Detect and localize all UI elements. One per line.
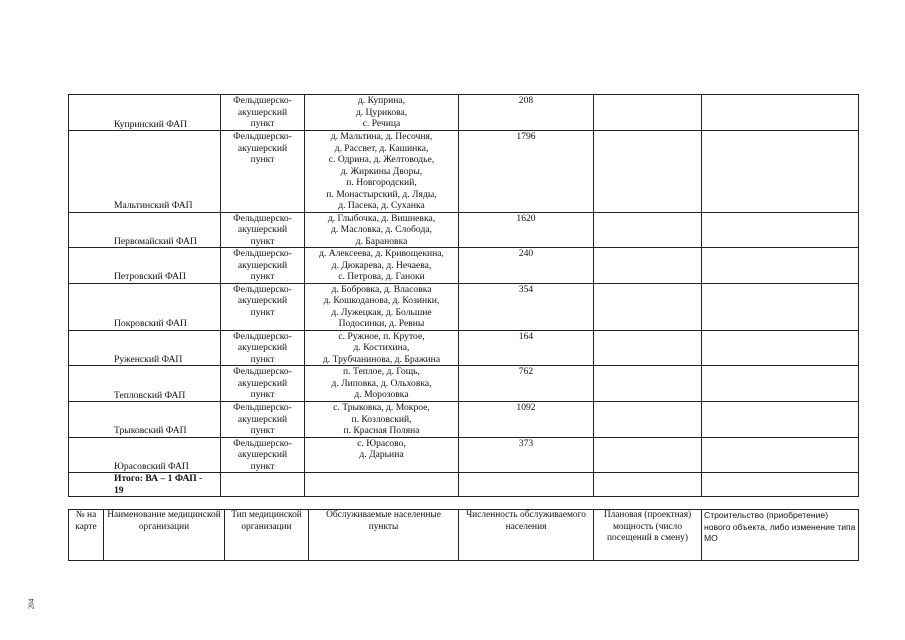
settlements-cell — [305, 131, 459, 213]
settlement-line: д. Глыбочка, д. Вишневка, — [327, 212, 436, 224]
settlement-line: с. Петрова, д. Ганоки — [338, 271, 425, 282]
fap-table — [68, 94, 859, 497]
org-type-cell — [221, 437, 305, 473]
org-type-line: акушерский — [237, 259, 288, 271]
settlement-line: с. Юрасово, — [357, 437, 406, 449]
org-type-line: пункт — [250, 235, 275, 247]
settlement-line: п. Красная Поляна — [343, 425, 420, 436]
capacity-cell — [594, 212, 702, 248]
total-empty-cell — [459, 473, 594, 497]
org-type-line: пункт — [250, 118, 275, 129]
org-name-cell: Первомайский ФАП — [69, 212, 221, 248]
header-construction: Строительство (приобретение) нового объекта, либо изменение типа МО — [702, 510, 859, 561]
settlement-line: с. Трыковка, д. Мокрое, — [333, 402, 430, 413]
org-name-cell: Мальтинский ФАП — [69, 131, 221, 213]
org-type-line: пункт — [250, 425, 275, 436]
settlement-line: д. Морозовка — [354, 389, 409, 400]
construction-cell — [702, 248, 859, 284]
org-name-cell: Купринский ФАП — [69, 95, 221, 131]
settlements-cell — [305, 95, 459, 131]
org-type-line: Фельдшерско- — [233, 212, 292, 224]
construction-cell — [702, 366, 859, 402]
table-row — [69, 212, 859, 248]
capacity-cell — [594, 402, 702, 438]
header-map-number: № на карте — [69, 510, 104, 561]
org-type-line: Фельдшерско- — [233, 330, 292, 342]
settlement-line: д. Лужецкая, д. Большие — [331, 306, 432, 318]
header-org-type: Тип медицинской организации — [225, 510, 309, 561]
table-row — [69, 366, 859, 402]
settlements-cell — [305, 212, 459, 248]
org-type-line: пункт — [250, 154, 275, 165]
org-type-line: пункт — [250, 271, 275, 282]
settlement-line: д. Куприна, — [357, 95, 405, 106]
settlements-cell — [305, 437, 459, 473]
org-type-line: акушерский — [237, 224, 288, 235]
org-name-cell: Руженский ФАП — [69, 330, 221, 366]
org-type-line: акушерский — [237, 377, 288, 389]
population-cell: 1092 — [459, 402, 594, 438]
org-type-line: Фельдшерско- — [233, 95, 292, 106]
capacity-cell — [594, 330, 702, 366]
construction-cell — [702, 437, 859, 473]
page-number: 204 — [27, 598, 36, 610]
header-capacity: Плановая (проектная) мощность (число посещений в смену) — [594, 510, 702, 561]
construction-cell — [702, 131, 859, 213]
capacity-cell — [594, 366, 702, 402]
total-cell — [69, 473, 221, 497]
org-type-line: акушерский — [237, 295, 288, 306]
org-type-cell — [221, 212, 305, 248]
settlement-line: п. Козловский, — [351, 413, 412, 425]
fap-table-body — [69, 95, 859, 497]
total-empty-cell — [305, 473, 459, 497]
total-row — [69, 473, 859, 497]
total-empty-cell — [594, 473, 702, 497]
settlement-line: д. Масловка, д. Слобода, — [330, 224, 432, 235]
org-type-cell — [221, 131, 305, 213]
header-row — [69, 510, 859, 561]
org-type-cell — [221, 95, 305, 131]
capacity-cell — [594, 437, 702, 473]
org-name-cell: Петровский ФАП — [69, 248, 221, 284]
settlement-line: д. Рассвет, д. Кашинка, — [334, 142, 429, 154]
total-label: Итого: ВА – 1 ФАП - — [114, 473, 203, 484]
org-type-line: Фельдшерско- — [233, 283, 292, 295]
settlement-line: д. Дюкарева, д. Нечаева, — [331, 259, 432, 271]
settlement-line: д. Липовка, д. Ольховка, — [331, 377, 432, 389]
table-row — [69, 131, 859, 213]
org-name-cell: Покровский ФАП — [69, 283, 221, 330]
population-cell: 373 — [459, 437, 594, 473]
settlement-line: д. Цурикова, — [355, 106, 408, 118]
settlements-cell — [305, 283, 459, 330]
settlement-line: п. Новгородский, — [346, 177, 417, 188]
table-row — [69, 437, 859, 473]
org-name-cell: Трыковский ФАП — [69, 402, 221, 438]
org-type-cell — [221, 402, 305, 438]
header-population: Численность обслуживаемого населения — [459, 510, 594, 561]
org-type-line: акушерский — [237, 342, 288, 353]
org-type-line: Фельдшерско- — [233, 437, 292, 449]
settlements-cell — [305, 330, 459, 366]
settlement-line: с. Одрина, д. Желтоводье, — [328, 154, 435, 165]
total-empty-cell — [221, 473, 305, 497]
capacity-cell — [594, 131, 702, 213]
population-cell: 762 — [459, 366, 594, 402]
table-row — [69, 330, 859, 366]
settlement-line: с. Ружное, п. Крутое, — [338, 330, 425, 342]
construction-cell — [702, 212, 859, 248]
org-type-line: Фельдшерско- — [233, 402, 292, 413]
settlements-cell — [305, 248, 459, 284]
column-header-table — [68, 509, 859, 561]
population-cell: 354 — [459, 283, 594, 330]
population-cell: 1796 — [459, 131, 594, 213]
org-type-line: акушерский — [237, 106, 288, 118]
construction-cell — [702, 330, 859, 366]
org-type-cell — [221, 366, 305, 402]
org-type-line: пункт — [250, 306, 275, 318]
table-row — [69, 402, 859, 438]
population-cell: 240 — [459, 248, 594, 284]
population-cell: 164 — [459, 330, 594, 366]
org-type-line: пункт — [250, 460, 275, 472]
settlements-cell — [305, 366, 459, 402]
settlement-line: д. Жиркины Дворы, — [340, 165, 423, 177]
org-type-cell — [221, 283, 305, 330]
capacity-cell — [594, 248, 702, 284]
total-empty-cell — [702, 473, 859, 497]
settlement-line: Подосинки, д. Ревны — [338, 318, 425, 329]
header-served-settlements: Обслуживаемые населенные пункты — [309, 510, 459, 561]
capacity-cell — [594, 283, 702, 330]
settlement-line: д. Кошкоданова, д. Козинки, — [323, 295, 440, 306]
construction-cell — [702, 402, 859, 438]
settlement-line: д. Бобровка, д. Власовка — [331, 283, 432, 295]
org-type-line: акушерский — [237, 413, 288, 425]
org-name-cell: Тепловский ФАП — [69, 366, 221, 402]
settlement-line: д. Пасека, д. Суханка — [338, 200, 425, 211]
settlement-line: п. Теплое, д. Гощь, — [343, 366, 420, 377]
org-type-cell — [221, 248, 305, 284]
settlement-line: д. Барановка — [355, 235, 408, 247]
table-row — [69, 283, 859, 330]
settlement-line: д. Алексеева, д. Кривощекина, — [319, 248, 444, 259]
settlement-line: д. Мальтина, д. Песочня, — [330, 131, 433, 142]
table-row — [69, 95, 859, 131]
org-type-line: Фельдшерско- — [233, 131, 292, 142]
table-row — [69, 248, 859, 284]
settlement-line: д. Трубчанинова, д. Бражина — [322, 353, 441, 365]
population-cell: 1620 — [459, 212, 594, 248]
settlement-line: п. Монастырский, д. Ляды, — [326, 188, 437, 200]
construction-cell — [702, 283, 859, 330]
settlement-line: д. Костихина, — [353, 342, 410, 353]
settlements-cell — [305, 402, 459, 438]
org-type-line: Фельдшерско- — [233, 248, 292, 259]
settlement-line: с. Речица — [362, 118, 401, 129]
construction-cell — [702, 95, 859, 131]
org-type-line: пункт — [250, 389, 275, 400]
org-type-cell — [221, 330, 305, 366]
population-cell: 208 — [459, 95, 594, 131]
total-count: 19 — [114, 484, 124, 496]
org-type-line: Фельдшерско- — [233, 366, 292, 377]
org-type-line: акушерский — [237, 142, 288, 154]
org-type-line: акушерский — [237, 449, 288, 460]
org-type-line: пункт — [250, 353, 275, 365]
settlement-line: д. Дарьина — [359, 449, 404, 460]
org-name-cell: Юрасовский ФАП — [69, 437, 221, 473]
header-org-name: Наименование медицинской организации — [104, 510, 225, 561]
capacity-cell — [594, 95, 702, 131]
